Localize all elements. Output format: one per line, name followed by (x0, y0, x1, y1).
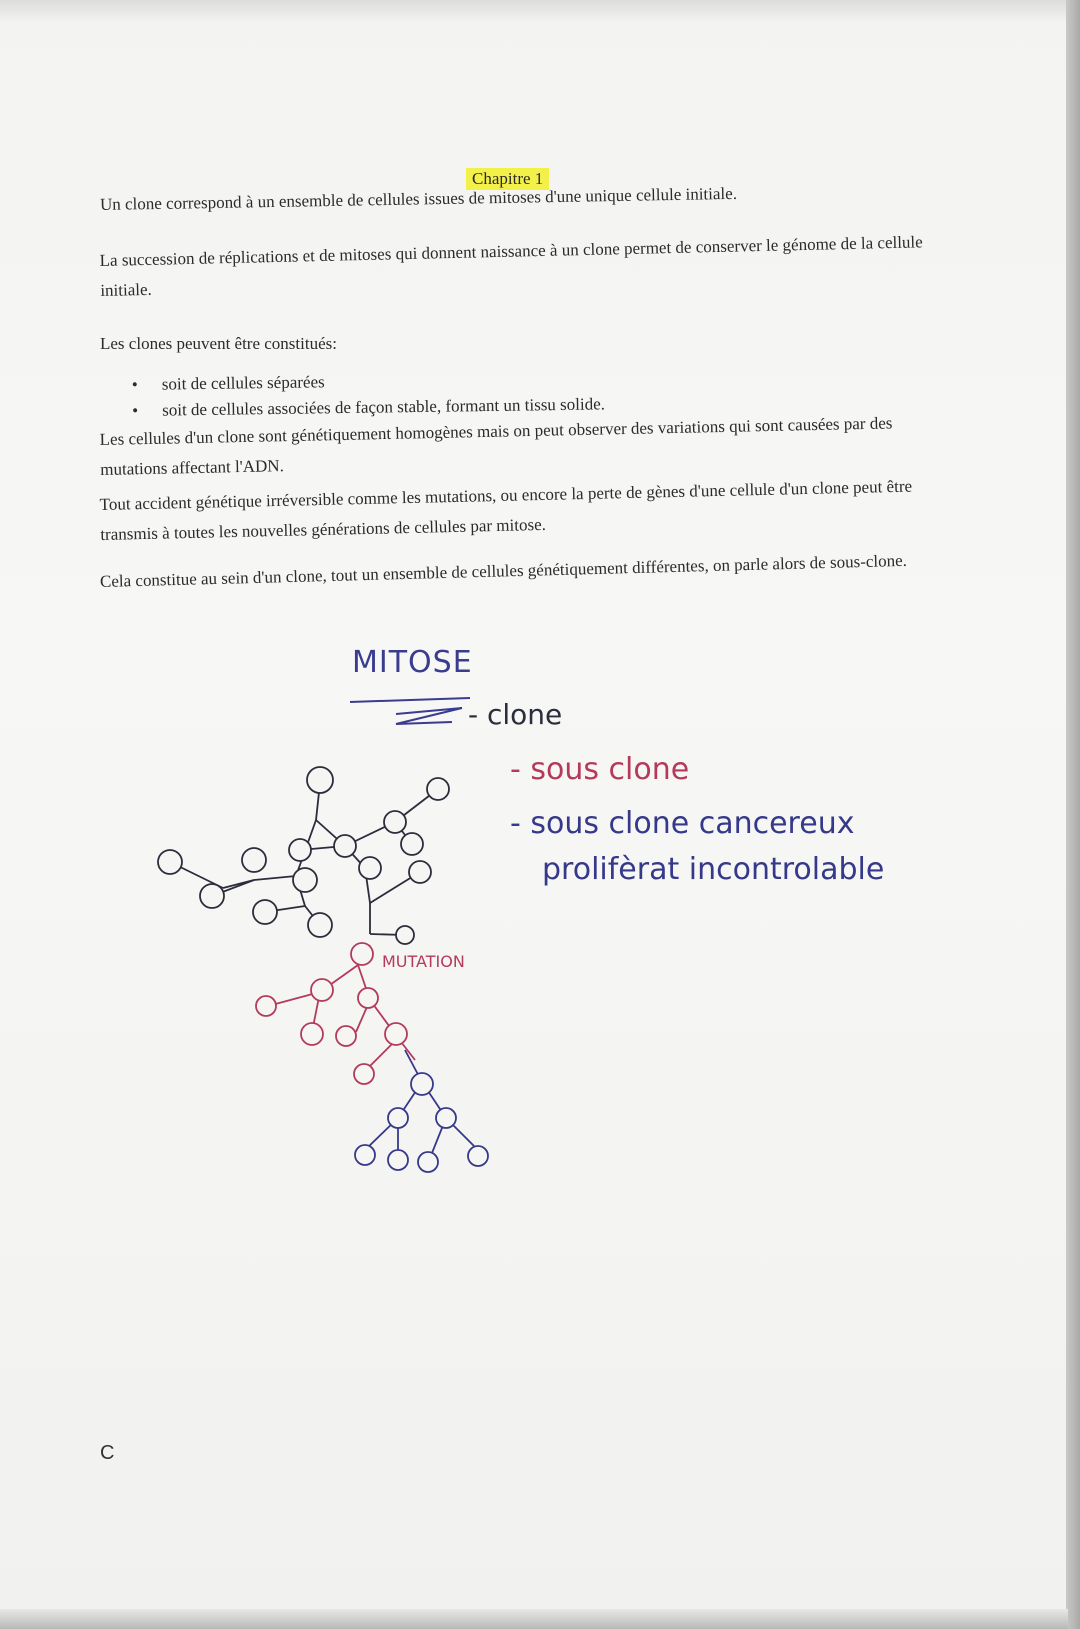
cell (334, 835, 356, 857)
cell (242, 848, 266, 872)
cell (158, 850, 182, 874)
handwritten-proliferation: prolifèrat incontrolable (542, 852, 885, 887)
cell (253, 900, 277, 924)
cell (307, 767, 333, 793)
cell (436, 1108, 456, 1128)
cell (359, 857, 381, 879)
sub-clone-cells (256, 943, 407, 1084)
handwritten-sous-clone: - sous clone (510, 752, 690, 787)
cell (418, 1152, 438, 1172)
clone-cells (158, 767, 449, 944)
cell (396, 926, 414, 944)
cell (427, 778, 449, 800)
mitose-underline-zigzag (396, 708, 462, 724)
bullet-item: • soit de cellules séparées (132, 365, 605, 398)
cell (384, 811, 406, 833)
cell (289, 839, 311, 861)
chapter-title: Chapitre 1 (466, 168, 549, 190)
sub-clone-tree (268, 945, 415, 1072)
cell (355, 1145, 375, 1165)
cell (388, 1108, 408, 1128)
paragraph-sub-clone: Cela constitue au sein d'un clone, tout un ensemble de cellules génétiquement différentes, on parle alors de sous-clone. (99, 550, 908, 591)
page-right-edge (1066, 0, 1080, 1629)
handwritten-mitose: MITOSE (352, 645, 473, 680)
cell (388, 1150, 408, 1170)
cancer-tree (365, 1050, 478, 1158)
cell (301, 1023, 323, 1045)
handwritten-mutation: MUTATION (382, 952, 465, 971)
cell (409, 861, 431, 883)
cell (358, 988, 378, 1008)
paragraph-genetic-accident: Tout accident génétique irréversible comme les mutations, ou encore la perte de gènes d'une cellule d'un clone peut être transmis à toutes les nouvelles générations de cellules par mitose. (99, 476, 913, 544)
handwritten-sous-clone-cancereux: - sous clone cancereux (510, 806, 855, 841)
paragraph-clone-definition: Un clone correspond à un ensemble de cellules issues de mitoses d'une unique cellule initiale. (99, 183, 738, 214)
cell (354, 1064, 374, 1084)
cell (468, 1146, 488, 1166)
cell (293, 868, 317, 892)
handwritten-clone: - clone (468, 698, 563, 731)
paragraph-homogeneity: Les cellules d'un clone sont génétiquement homogènes mais on peut observer des variations qui sont causées par des mutations affectant l'ADN. (99, 413, 893, 479)
bullet-item: • soit de cellules associées de façon stable, formant un tissu solide. (132, 391, 605, 424)
cell (256, 996, 276, 1016)
mitose-underline (350, 698, 470, 702)
cancer-cells (355, 1073, 488, 1172)
cell (308, 913, 332, 937)
cell (385, 1023, 407, 1045)
cell (351, 943, 373, 965)
cell (336, 1026, 356, 1046)
cell (401, 833, 423, 855)
page-corner-mark: C (100, 1442, 115, 1464)
cell (411, 1073, 433, 1095)
cell (200, 884, 224, 908)
paragraph-replication: La succession de réplications et de mitoses qui donnent naissance à un clone permet de conserver le génome de la cellule initiale. (99, 232, 923, 300)
paragraph-clone-types: Les clones peuvent être constitués: (100, 334, 337, 353)
cell (311, 979, 333, 1001)
